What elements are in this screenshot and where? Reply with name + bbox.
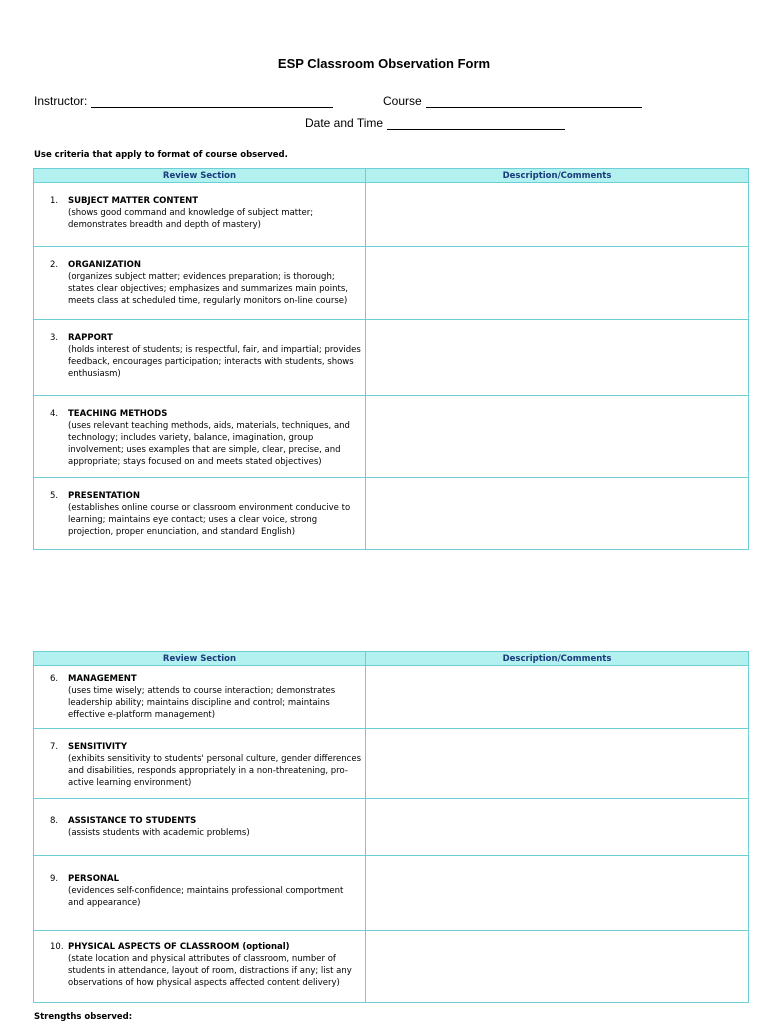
comment-cell[interactable] — [366, 799, 749, 856]
item-number: 10. — [50, 942, 64, 952]
item-number: 7. — [50, 742, 59, 752]
table-row — [34, 666, 749, 729]
description-header: Description/Comments — [366, 652, 749, 666]
item-description: (evidences self-confidence; maintains professional comportment and appearance) — [68, 886, 344, 908]
item-number: 6. — [50, 674, 59, 684]
review-section-cell — [34, 247, 366, 320]
review-section-cell — [34, 396, 366, 478]
review-section-cell — [34, 799, 366, 856]
item-description: (shows good command and knowledge of subject matter; demonstrates breadth and depth of mastery) — [68, 208, 314, 230]
review-section-cell — [34, 666, 366, 729]
review-section-cell — [34, 183, 366, 247]
review-section-header: Review Section — [34, 169, 366, 183]
date-label: Date and Time — [305, 116, 384, 130]
table-row — [34, 856, 749, 931]
review-section-cell — [34, 478, 366, 550]
comment-cell[interactable] — [366, 931, 749, 1003]
item-number: 9. — [50, 874, 59, 884]
item-heading: PERSONAL — [68, 874, 120, 884]
item-heading: ASSISTANCE TO STUDENTS — [68, 816, 197, 826]
course-line[interactable] — [426, 96, 642, 108]
table-row — [34, 247, 749, 320]
table-row — [34, 729, 749, 799]
item-heading: MANAGEMENT — [68, 674, 137, 684]
item-heading: ORGANIZATION — [68, 260, 141, 270]
item-number: 1. — [50, 196, 59, 206]
item-description: (uses time wisely; attends to course interaction; demonstrates leadership ability; maintains discipline and control; maintains effective e-platform management) — [68, 686, 336, 720]
strengths-label: Strengths observed: — [34, 1012, 133, 1022]
review-section-cell — [34, 729, 366, 799]
item-heading: SENSITIVITY — [68, 742, 127, 752]
description-header: Description/Comments — [366, 169, 749, 183]
item-heading: PHYSICAL ASPECTS OF CLASSROOM (optional) — [68, 942, 290, 952]
table-row — [34, 478, 749, 550]
item-description: (state location and physical attributes of classroom, number of students in attendance, layout of room, distractions if any; list any observations of how physical aspects affected content delivery) — [68, 954, 352, 988]
comment-cell[interactable] — [366, 320, 749, 396]
review-section-cell — [34, 320, 366, 396]
table-row — [34, 931, 749, 1003]
item-number: 8. — [50, 816, 59, 826]
item-number: 3. — [50, 333, 59, 343]
course-label: Course — [383, 94, 422, 108]
item-description: (establishes online course or classroom environment conducive to learning; maintains eye contact; uses a clear voice, strong projection, proper enunciation, and standard English) — [68, 503, 351, 537]
table-header-row — [34, 169, 749, 183]
instructor-label: Instructor: — [34, 94, 88, 108]
review-table-1 — [33, 168, 749, 550]
item-heading: TEACHING METHODS — [68, 409, 168, 419]
item-description: (exhibits sensitivity to students' personal culture, gender differences and disabilities, responds appropriately in a non-threatening, pro-active learning environment) — [68, 754, 362, 788]
comment-cell[interactable] — [366, 478, 749, 550]
criteria-note: Use criteria that apply to format of course observed. — [34, 150, 288, 160]
instructor-field[interactable] — [34, 94, 333, 108]
table-row — [34, 183, 749, 247]
table-row — [34, 396, 749, 478]
item-description: (assists students with academic problems) — [68, 828, 250, 838]
item-description: (organizes subject matter; evidences preparation; is thorough; states clear objectives; emphasizes and summarizes main points, meets class at scheduled time, regularly monitors on-line course) — [68, 272, 348, 306]
item-description: (uses relevant teaching methods, aids, materials, techniques, and technology; includes variety, balance, imagination, group involvement; uses examples that are simple, clear, precise, and appropriate; stays focused on and meets stated objectives) — [68, 421, 350, 467]
item-number: 5. — [50, 491, 59, 501]
item-heading: PRESENTATION — [68, 491, 140, 501]
item-number: 2. — [50, 260, 59, 270]
date-line[interactable] — [387, 118, 565, 130]
comment-cell[interactable] — [366, 666, 749, 729]
instructor-line[interactable] — [91, 96, 333, 108]
comment-cell[interactable] — [366, 247, 749, 320]
comment-cell[interactable] — [366, 183, 749, 247]
course-field[interactable] — [383, 94, 642, 108]
comment-cell[interactable] — [366, 729, 749, 799]
form-title: ESP Classroom Observation Form — [277, 56, 491, 71]
item-heading: SUBJECT MATTER CONTENT — [68, 196, 199, 206]
comment-cell[interactable] — [366, 856, 749, 931]
table-row — [34, 320, 749, 396]
comment-cell[interactable] — [366, 396, 749, 478]
item-number: 4. — [50, 409, 59, 419]
table-row — [34, 799, 749, 856]
review-table-2 — [33, 651, 749, 1003]
table-header-row — [34, 652, 749, 666]
item-heading: RAPPORT — [68, 333, 113, 343]
review-section-header: Review Section — [34, 652, 366, 666]
review-section-cell — [34, 931, 366, 1003]
date-field[interactable] — [305, 116, 565, 130]
review-section-cell — [34, 856, 366, 931]
item-description: (holds interest of students; is respectful, fair, and impartial; provides feedback, encourages participation; interacts with students, shows enthusiasm) — [68, 345, 361, 379]
